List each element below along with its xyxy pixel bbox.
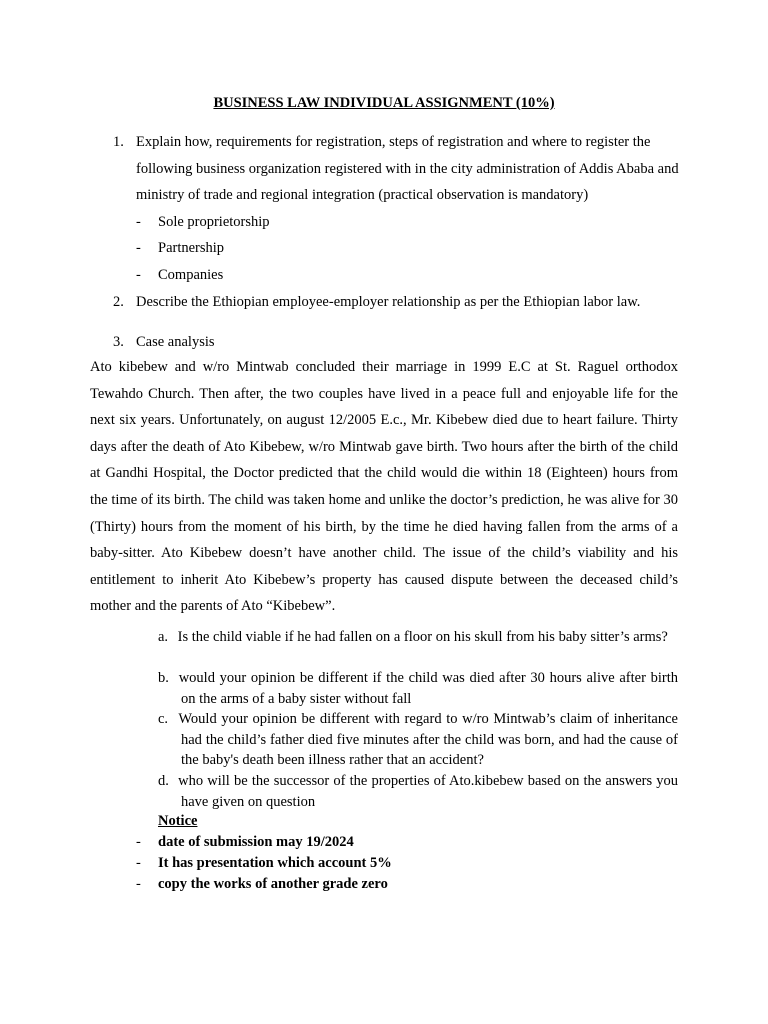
sub-question-text: would your opinion be different if the child was died after 30 hours alive after birth on the arms of a baby sister without fall (178, 670, 678, 707)
case-paragraph: Ato kibebew and w/ro Mintwab concluded their marriage in 1999 E.C at St. Raguel orthodox Tewahdo Church. Then after, the two couples have lived in a peace full and enjoyable life for the next six years. Unfortunately, on august 12/2005 E.c., Mr. Kibebew died due to heart failure. Thirty days after the death of Ato Kibebew, w/ro Mintwab gave birth. Two hours after the birth of the child at Gandhi Hospital, the Doctor predicted that the child would die within 18 (Eighteen) hours from the time of its birth. The child was taken home and unlike the doctor’s prediction, he was alive for 30 (Thirty) hours from the moment of his birth, by the time he died having fallen from the arms of a baby-sitter. Ato Kibebew doesn’t have another child. The issue of the child’s viability and his entitlement to inherit Ato Kibebew’s property has caused dispute between the deceased child’s mother and the parents of Ato “Kibebew”. (90, 359, 678, 615)
list-item-text: Partnership (158, 240, 225, 256)
dash-bullet: - (136, 214, 141, 230)
dash-bullet: - (136, 267, 141, 283)
notice-item-text: date of submission may 19/2024 (158, 834, 354, 850)
sub-question-a (158, 627, 678, 648)
sub-question-d (158, 771, 678, 812)
sub-question-label: a. (158, 629, 169, 645)
question-number: 1. (113, 134, 124, 150)
dash-bullet: - (136, 240, 141, 256)
dash-bullet: - (136, 876, 141, 892)
sub-question-c (158, 709, 678, 771)
notice-item-text: copy the works of another grade zero (158, 876, 388, 892)
sub-question-b (158, 668, 678, 709)
question-text: Describe the Ethiopian employee-employer relationship as per the Ethiopian labor law. (136, 294, 641, 310)
question-2 (113, 289, 683, 316)
notice-heading: Notice (158, 813, 198, 829)
notice-item-text: It has presentation which account 5% (158, 855, 392, 871)
question-3 (113, 329, 683, 356)
document-title: BUSINESS LAW INDIVIDUAL ASSIGNMENT (10%) (213, 95, 555, 111)
question-1 (113, 129, 683, 209)
sub-question-text: Is the child viable if he had fallen on a floor on his skull from his baby sitter’s arms? (177, 629, 668, 645)
sub-question-text: Would your opinion be different with regard to w/ro Mintwab’s claim of inheritance had the child’s father died five minutes after the child was born, and had the cause of the baby's death been illness rather that an accident? (178, 711, 678, 768)
question-number: 3. (113, 334, 124, 350)
question-text: Explain how, requirements for registration, steps of registration and where to register the following business organization registered with in the city administration of Addis Ababa and ministry of trade and regional integration (practical observation is mandatory) (136, 134, 679, 203)
question-text: Case analysis (136, 334, 215, 350)
dash-bullet: - (136, 855, 141, 871)
dash-bullet: - (136, 834, 141, 850)
sub-question-label: c. (158, 711, 169, 727)
list-item-text: Companies (158, 267, 224, 283)
question-number: 2. (113, 294, 124, 310)
sub-question-label: b. (158, 670, 169, 686)
list-item-text: Sole proprietorship (158, 214, 270, 230)
sub-question-text: who will be the successor of the properties of Ato.kibebew based on the answers you have given on question (178, 773, 678, 810)
sub-question-label: d. (158, 773, 169, 789)
